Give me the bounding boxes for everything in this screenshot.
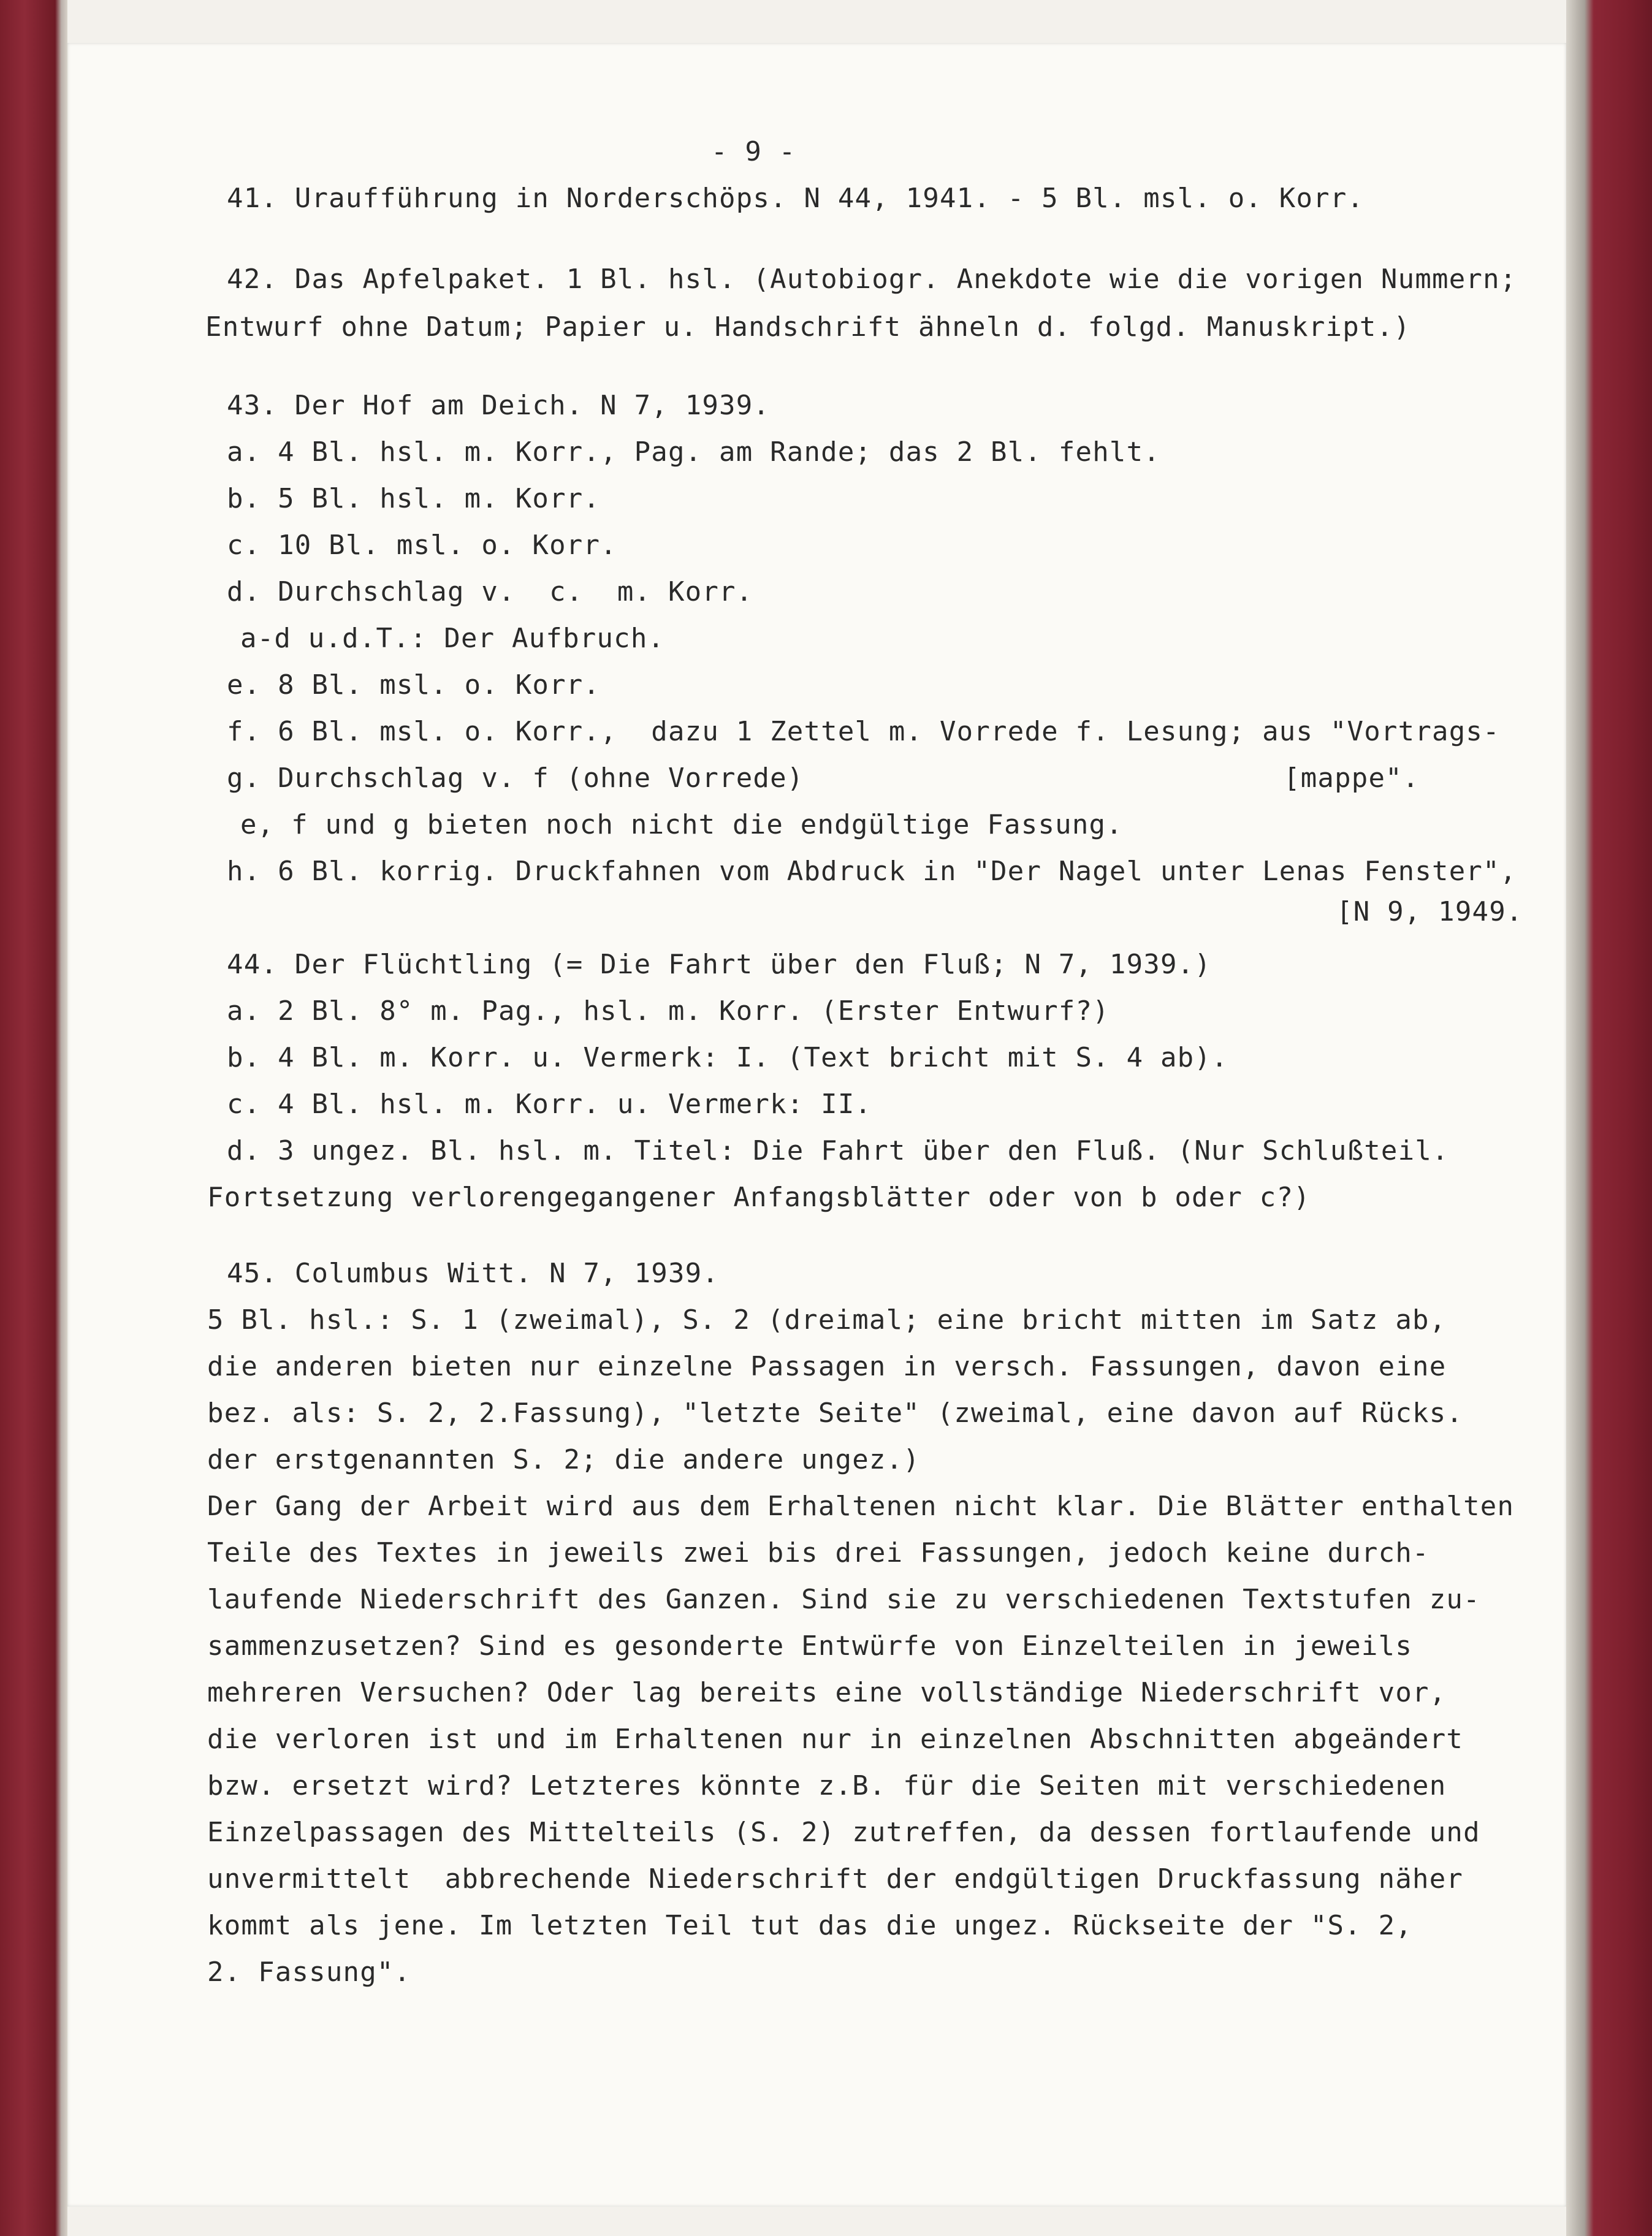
entry-45-commentary-3: laufende Niederschrift des Ganzen. Sind sie zu verschiedenen Textstufen zu-	[207, 1584, 1480, 1615]
entry-45-commentary-1: Der Gang der Arbeit wird aus dem Erhaltenen nicht klar. Die Blätter enthalten	[207, 1491, 1515, 1522]
entry-44-d: d. 3 ungez. Bl. hsl. m. Titel: Die Fahrt über den Fluß. (Nur Schlußteil.	[227, 1135, 1449, 1166]
entry-45-line-4: der erstgenannten S. 2; die andere ungez.)	[207, 1444, 920, 1475]
entry-41: 41. Uraufführung in Norderschöps. N 44, 1941. - 5 Bl. msl. o. Korr.	[227, 183, 1365, 214]
entry-45-line-2: die anderen bieten nur einzelne Passagen in versch. Fassungen, davon eine	[207, 1351, 1447, 1382]
entry-43-a-d-note: a-d u.d.T.: Der Aufbruch.	[240, 623, 665, 654]
entry-44-c: c. 4 Bl. hsl. m. Korr. u. Vermerk: II.	[227, 1089, 872, 1120]
entry-45-commentary-2: Teile des Textes in jeweils zwei bis drei Fassungen, jedoch keine durch-	[207, 1537, 1429, 1569]
entry-42: 42. Das Apfelpaket. 1 Bl. hsl. (Autobiogr. Anekdote wie die vorigen Nummern;	[227, 264, 1517, 295]
entry-43-e: e. 8 Bl. msl. o. Korr.	[227, 669, 601, 701]
entry-45-commentary-10: kommt als jene. Im letzten Teil tut das die ungez. Rückseite der "S. 2,	[207, 1910, 1413, 1941]
entry-45-commentary-9: unvermittelt abbrechende Niederschrift der endgültigen Druckfassung näher	[207, 1863, 1464, 1895]
entry-43-h-overflow: [N 9, 1949.	[1336, 896, 1523, 927]
entry-43-f-overflow: [mappe".	[1284, 762, 1420, 794]
entry-44: 44. Der Flüchtling (= Die Fahrt über den Fluß; N 7, 1939.)	[227, 949, 1212, 980]
entry-45-line-1: 5 Bl. hsl.: S. 1 (zweimal), S. 2 (dreimal; eine bricht mitten im Satz ab,	[207, 1304, 1447, 1336]
entry-45-commentary-6: die verloren ist und im Erhaltenen nur in einzelnen Abschnitten abgeändert	[207, 1724, 1464, 1755]
entry-43-efg-note: e, f und g bieten noch nicht die endgültige Fassung.	[240, 809, 1123, 840]
entry-43: 43. Der Hof am Deich. N 7, 1939.	[227, 390, 771, 421]
page-number: - 9 -	[711, 136, 796, 167]
entry-45: 45. Columbus Witt. N 7, 1939.	[227, 1258, 720, 1289]
entry-43-f: f. 6 Bl. msl. o. Korr., dazu 1 Zettel m. Vorrede f. Lesung; aus "Vortrags-	[227, 716, 1500, 747]
entry-45-commentary-8: Einzelpassagen des Mittelteils (S. 2) zutreffen, da dessen fortlaufende und	[207, 1817, 1480, 1848]
book-binding-right	[1566, 0, 1652, 2236]
entry-43-a: a. 4 Bl. hsl. m. Korr., Pag. am Rande; das 2 Bl. fehlt.	[227, 436, 1160, 468]
entry-45-line-3: bez. als: S. 2, 2.Fassung), "letzte Seite" (zweimal, eine davon auf Rücks.	[207, 1398, 1464, 1429]
entry-42-continuation: Entwurf ohne Datum; Papier u. Handschrift ähneln d. folgd. Manuskript.)	[205, 311, 1411, 343]
entry-43-c: c. 10 Bl. msl. o. Korr.	[227, 530, 617, 561]
entry-45-commentary-4: sammenzusetzen? Sind es gesonderte Entwürfe von Einzelteilen in jeweils	[207, 1630, 1413, 1662]
entry-43-b: b. 5 Bl. hsl. m. Korr.	[227, 483, 601, 514]
entry-44-a: a. 2 Bl. 8° m. Pag., hsl. m. Korr. (Erster Entwurf?)	[227, 995, 1110, 1027]
entry-45-commentary-11: 2. Fassung".	[207, 1956, 411, 1988]
entry-43-d: d. Durchschlag v. c. m. Korr.	[227, 576, 753, 607]
entry-44-b: b. 4 Bl. m. Korr. u. Vermerk: I. (Text bricht mit S. 4 ab).	[227, 1042, 1228, 1073]
entry-43-h: h. 6 Bl. korrig. Druckfahnen vom Abdruck in "Der Nagel unter Lenas Fenster",	[227, 856, 1517, 887]
book-binding-left	[0, 0, 67, 2236]
entry-44-d-continuation: Fortsetzung verlorengegangener Anfangsblätter oder von b oder c?)	[207, 1182, 1311, 1213]
entry-45-commentary-5: mehreren Versuchen? Oder lag bereits eine vollständige Niederschrift vor,	[207, 1677, 1447, 1708]
entry-43-g: g. Durchschlag v. f (ohne Vorrede)	[227, 762, 804, 794]
entry-45-commentary-7: bzw. ersetzt wird? Letzteres könnte z.B. für die Seiten mit verschiedenen	[207, 1770, 1447, 1801]
